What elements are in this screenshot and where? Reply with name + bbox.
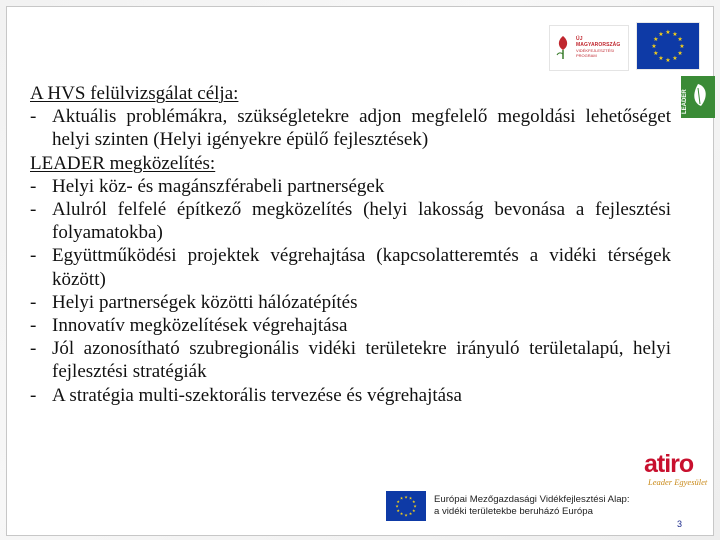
list-item-text: Innovatív megközelítések végrehajtása <box>52 315 348 337</box>
list-item-text: Alulról felfelé építkező megközelítés (helyi lakosság bevonása a fejlesztési folyamatokba) <box>52 199 671 244</box>
eu-star-icon: ★ <box>404 494 408 500</box>
list-item <box>30 291 671 314</box>
list-item <box>30 198 671 244</box>
eu-star-icon: ★ <box>672 31 678 38</box>
atiro-leader-logo <box>640 450 720 492</box>
bullet-dash: - <box>30 175 37 197</box>
heading-leader-approach: LEADER megközelítés: <box>30 152 216 174</box>
hungary-logo-subtitle: VIDÉKFEJLESZTÉSI PROGRAM <box>576 48 615 58</box>
bullet-dash: - <box>30 338 37 360</box>
list-item <box>30 314 671 337</box>
eu-star-icon: ★ <box>411 507 416 513</box>
leader-logo-text: LEADER <box>682 89 688 114</box>
eu-star-icon: ★ <box>653 51 659 58</box>
eafrd-caption-line2: a vidéki területekbe beruházó Európa <box>434 506 593 517</box>
eu-star-icon: ★ <box>408 511 413 517</box>
eu-star-icon: ★ <box>396 507 401 513</box>
eu-star-icon: ★ <box>665 30 671 37</box>
eu-star-icon: ★ <box>413 503 417 509</box>
bullet-dash: - <box>30 384 37 406</box>
tulip-icon <box>554 34 572 60</box>
slide-content <box>30 82 671 407</box>
eu-star-icon: ★ <box>651 44 657 51</box>
eu-star-icon: ★ <box>672 56 678 63</box>
list-item <box>30 337 671 383</box>
bullet-dash: - <box>30 291 37 313</box>
eu-star-icon: ★ <box>653 37 659 44</box>
list-item <box>30 244 671 290</box>
atiro-logo-tagline: Leader Egyesület <box>648 477 708 487</box>
eu-star-icon: ★ <box>411 498 416 504</box>
list-item <box>30 175 671 198</box>
eu-star-icon: ★ <box>658 56 664 63</box>
bullet-dash: - <box>30 315 37 337</box>
eu-star-icon: ★ <box>677 51 683 58</box>
atiro-logo-word: atiro <box>644 450 694 478</box>
list-item-text: Együttműködési projektek végrehajtása (kapcsolatteremtés a vidéki térségek között) <box>52 245 671 290</box>
eu-star-icon: ★ <box>399 495 404 501</box>
eu-star-icon: ★ <box>677 37 683 44</box>
eu-star-icon: ★ <box>404 512 408 518</box>
list-item <box>30 384 671 407</box>
eafrd-caption-line1: Európai Mezőgazdasági Vidékfejlesztési Alap: <box>434 494 630 505</box>
list-item-text: A stratégia multi-szektorális tervezése és végrehajtása <box>52 384 462 406</box>
eu-star-icon: ★ <box>396 498 401 504</box>
eu-stars-icon <box>637 23 699 69</box>
leader-logo <box>681 76 715 118</box>
hungary-program-logo <box>549 25 629 71</box>
eu-star-icon: ★ <box>679 44 685 51</box>
eu-star-icon: ★ <box>399 511 404 517</box>
list-item-text: Jól azonosítható szubregionális vidéki területekre irányuló területalapú, helyi fejlesztési stratégiák <box>52 338 671 383</box>
leader-leaf-icon <box>681 76 715 118</box>
list-item-text: Helyi partnerségek közötti hálózatépítés <box>52 291 358 313</box>
eu-star-icon: ★ <box>408 495 413 501</box>
bullet-dash: - <box>30 106 37 128</box>
eu-star-icon: ★ <box>658 31 664 38</box>
eu-stars-icon <box>386 491 426 521</box>
list-item-text: Helyi köz- és magánszférabeli partnerségek <box>52 175 385 197</box>
hungary-logo-title: ÚJ MAGYARORSZÁG <box>576 36 621 48</box>
list-item-text: Aktuális problémákra, szükségletekre adjon megfelelő megoldási lehetőséget helyi szinten (Helyi igényekre épülő fejlesztések) <box>52 106 671 151</box>
list-item <box>30 105 671 151</box>
eafrd-caption <box>434 494 674 518</box>
bullet-dash: - <box>30 199 37 221</box>
heading-hvs-goal: A HVS felülvizsgálat célja: <box>30 83 239 104</box>
eu-star-icon: ★ <box>665 58 671 65</box>
page-number: 3 <box>677 519 683 529</box>
eafrd-eu-logo <box>386 491 426 521</box>
eu-flag-logo <box>636 22 700 70</box>
bullet-dash: - <box>30 245 37 267</box>
eu-star-icon: ★ <box>395 503 399 509</box>
